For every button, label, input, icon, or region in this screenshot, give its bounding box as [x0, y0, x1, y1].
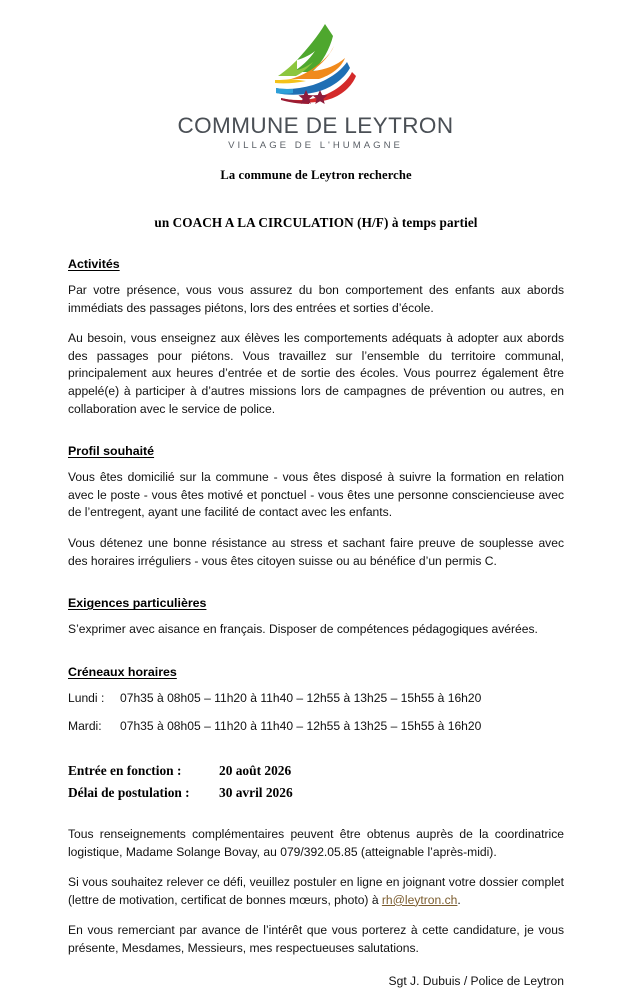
date-label: Entrée en fonction :	[68, 762, 182, 778]
date-row-entree	[68, 760, 564, 782]
commune-name: COMMUNE DE LEYTRON	[177, 113, 454, 138]
email-link[interactable]: rh@leytron.ch	[381, 892, 458, 907]
profil-paragraph-1: Vous êtes domicilié sur la commune - vous êtes disposé à suivre la formation en relation avec le poste - vous êtes motivé et ponctuel - vous êtes une personne consciencieuse avec de l’entregent, ayant une facilité de contact avec les enfants.	[68, 470, 564, 520]
schedule-row	[68, 690, 564, 708]
schedule-slots: 07h35 à 08h05 – 11h20 à 11h40 – 12h55 à 13h25 – 15h55 à 16h20	[120, 690, 482, 705]
position-heading: un COACH A LA CIRCULATION (H/F) à temps partiel	[154, 215, 478, 230]
section-heading-profil	[68, 444, 564, 458]
apply-text-suffix: .	[457, 892, 461, 907]
schedule-row	[68, 718, 564, 736]
schedule-slots: 07h35 à 08h05 – 11h20 à 11h40 – 12h55 à 13h25 – 15h55 à 16h20	[120, 719, 482, 734]
date-row-delai	[68, 782, 564, 804]
intro-heading: La commune de Leytron recherche	[220, 168, 412, 182]
signature: Sgt J. Dubuis / Police de Leytron	[388, 974, 564, 988]
date-value: 20 août 2026	[219, 762, 292, 778]
commune-logo-header	[0, 0, 631, 151]
closing-block	[68, 826, 564, 988]
activites-paragraph-2: Au besoin, vous enseignez aux élèves les comportements adéquats à adopter aux abords des passages pour piétons. Vous travaillez sur l’ensemble du territoire communal, principalement aux heures d’entrée et de sortie des écoles. Vous pourrez également être appelé(e) à participer à d’autres missions lors de campagnes de prévention ou autres, en collaboration avec le service de police.	[68, 331, 564, 416]
section-title-text: Exigences particulières	[68, 596, 207, 611]
section-title-text: Profil souhaité	[68, 444, 155, 459]
section-title-text: Activités	[68, 257, 120, 271]
document-body	[68, 168, 564, 988]
date-value: 30 avril 2026	[219, 784, 293, 800]
schedule-day: Lundi :	[68, 690, 105, 705]
profil-paragraph-2: Vous détenez une bonne résistance au stress et sachant faire preuve de souplesse avec des horaires irréguliers - vous êtes citoyen suisse ou au bénéfice d’un permis C.	[68, 535, 564, 568]
date-label: Délai de postulation :	[68, 784, 190, 800]
exigences-paragraph-1: S’exprimer avec aisance en français. Disposer de compétences pédagogiques avérées.	[68, 622, 538, 637]
schedule-day: Mardi:	[68, 719, 102, 734]
section-heading-creneaux	[68, 665, 564, 679]
section-heading-activites	[68, 257, 564, 271]
leytron-ribbon-logo	[268, 22, 364, 108]
contact-paragraph: Tous renseignements complémentaires peuvent être obtenus auprès de la coordinatrice logistique, Madame Solange Bovay, au 079/392.05.85 (atteignable l’après-midi).	[68, 826, 564, 859]
commune-tagline: VILLAGE DE L'HUMAGNE	[228, 139, 403, 151]
apply-paragraph	[68, 874, 564, 909]
key-dates	[68, 760, 564, 804]
thanks-paragraph: En vous remerciant par avance de l’intérêt que vous porterez à cette candidature, je vous présente, Mesdames, Messieurs, mes respectueuses salutations.	[68, 923, 564, 955]
section-heading-exigences	[68, 596, 564, 610]
section-title-text: Créneaux horaires	[68, 664, 177, 679]
activites-paragraph-1: Par votre présence, vous vous assurez du bon comportement des enfants aux abords immédiats des passages piétons, lors des entrées et sorties d’école.	[68, 283, 564, 315]
apply-text-prefix: Si vous souhaitez relever ce défi, veuillez postuler en ligne en joignant votre dossier complet (lettre de motivation, certificat de bonnes mœurs, photo) à	[68, 875, 564, 907]
